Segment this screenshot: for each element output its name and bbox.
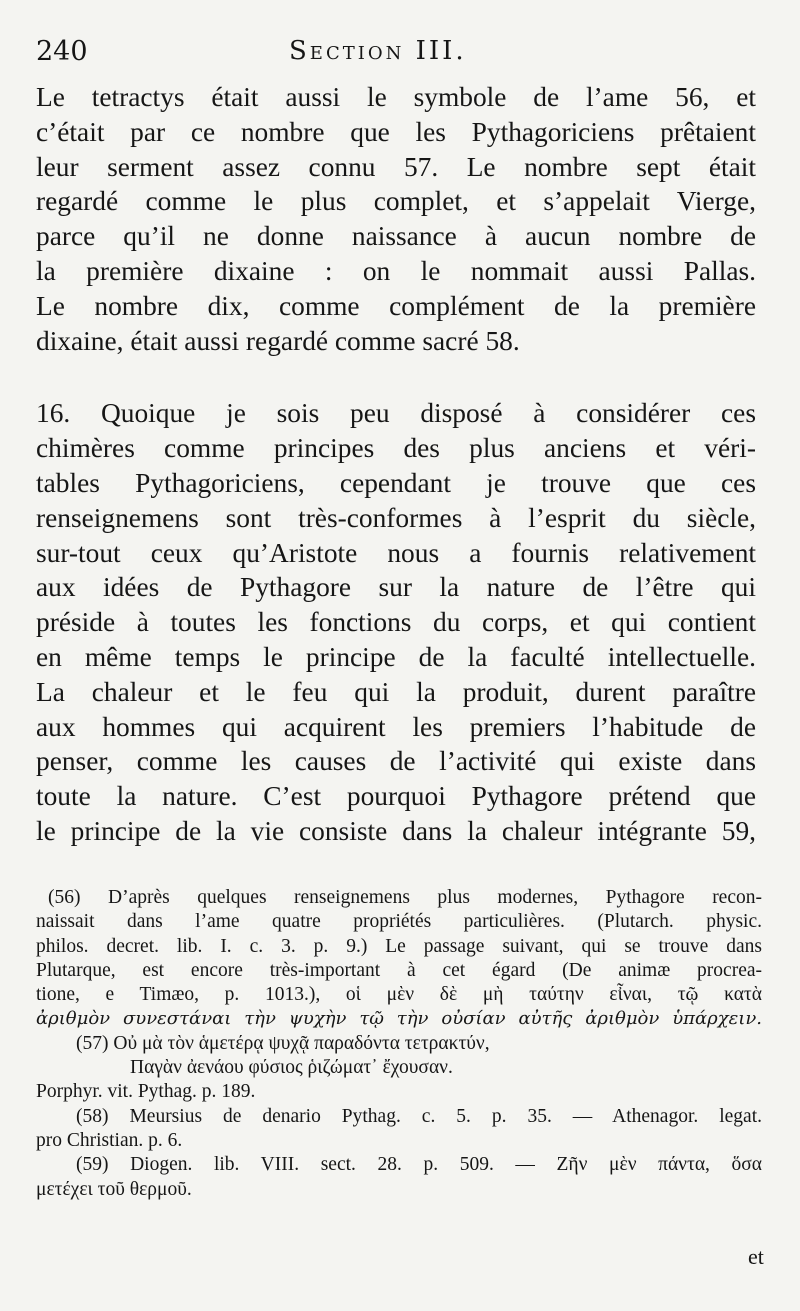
- footnote-57: (57) Οὐ μὰ τὸν ἁμετέρᾳ ψυχᾷ παραδόντα τετρακτύν,: [76, 1032, 490, 1054]
- text-line: sur-tout ceux qu’Aristote nous a fournis relativement: [36, 537, 756, 568]
- footnote-line: Porphyr. vit. Pythag. p. 189.: [36, 1081, 256, 1103]
- footnote-line: μετέχει τοῦ θερμοῦ.: [36, 1178, 192, 1200]
- footnote-line: pro Christian. p. 6.: [36, 1129, 183, 1151]
- page: [36, 36, 756, 849]
- text-line: chimères comme principes des plus anciens et véri-: [36, 433, 756, 464]
- text-line: le principe de la vie consiste dans la chaleur intégrante 59,: [36, 815, 756, 846]
- paragraph-1: [36, 80, 756, 358]
- text-line: regardé comme le plus complet, et s’appelait Vierge,: [36, 186, 756, 217]
- section-title: Section III.: [289, 36, 467, 66]
- text-line: toute la nature. C’est pourquoi Pythagore prétend que: [36, 781, 756, 812]
- text-line: 16. Quoique je sois peu disposé à considérer ces: [36, 398, 756, 429]
- footnote-line: tione, e Timæo, p. 1013.), οἱ μὲν δὲ μὴ ταύτην εἶναι, τῷ κατὰ: [36, 984, 762, 1006]
- text-line: tables Pythagoriciens, cependant je trouve que ces: [36, 467, 756, 498]
- footnote-56: (56) D’après quelques renseignemens plus modernes, Pythagore recon-: [48, 887, 762, 908]
- text-line: leur serment assez connu 57. Le nombre sept était: [36, 151, 756, 182]
- text-line: dixaine, était aussi regardé comme sacré 58.: [36, 325, 520, 356]
- text-line: renseignemens sont très-conformes à l’esprit du siècle,: [36, 502, 756, 533]
- footnote-line: ἀριθμὸν συνεστάναι τὴν ψυχὴν τῷ τὴν οὐσίαν αὐτῆς ἀριθμὸν ὑπάρχειν.: [36, 1008, 762, 1030]
- footnote-line: philos. decret. lib. I. c. 3. p. 9.) Le passage suivant, qui se trouve dans: [36, 935, 762, 957]
- text-line: parce qu’il ne donne naissance à aucun nombre de: [36, 221, 756, 252]
- footnote-line: Plutarque, est encore très-important à cet égard (De animæ procrea-: [36, 959, 762, 981]
- footnote-59: (59) Diogen. lib. VIII. sect. 28. p. 509. — Ζῆν μὲν πάντα, ὅσα: [76, 1154, 762, 1176]
- text-line: la première dixaine : on le nommait aussi Pallas.: [36, 255, 756, 286]
- paragraph-gap: [36, 358, 756, 396]
- footnote-58: (58) Meursius de denario Pythag. c. 5. p. 35. — Athenagor. legat.: [76, 1105, 762, 1127]
- text-line: en même temps le principe de la faculté intellectuelle.: [36, 641, 756, 672]
- text-line: La chaleur et le feu qui la produit, durent paraître: [36, 676, 756, 707]
- page-number: 240: [36, 36, 88, 67]
- footnote-line: Παγὰν ἀενάου φύσιος ῥιζώματ᾽ ἔχουσαν.: [130, 1057, 453, 1079]
- footnote-line: naissait dans l’ame quatre propriétés particulières. (Plutarch. physic.: [36, 911, 762, 933]
- text-line: penser, comme les causes de l’activité qui existe dans: [36, 746, 756, 777]
- paragraph-2: [36, 396, 756, 848]
- text-line: Le nombre dix, comme complément de la première: [36, 290, 756, 321]
- text-line: aux hommes qui acquirent les premiers l’habitude de: [36, 711, 756, 742]
- main-text: [36, 80, 756, 849]
- text-line: préside à toutes les fonctions du corps, et qui contient: [36, 607, 756, 638]
- text-line: aux idées de Pythagore sur la nature de l’être qui: [36, 572, 756, 603]
- catchword: et: [748, 1244, 764, 1269]
- running-header: [36, 36, 756, 80]
- text-line: c’était par ce nombre que les Pythagoriciens prêtaient: [36, 116, 756, 147]
- footnotes: [36, 886, 762, 1202]
- text-line: Le tetractys était aussi le symbole de l’ame 56, et: [36, 82, 756, 112]
